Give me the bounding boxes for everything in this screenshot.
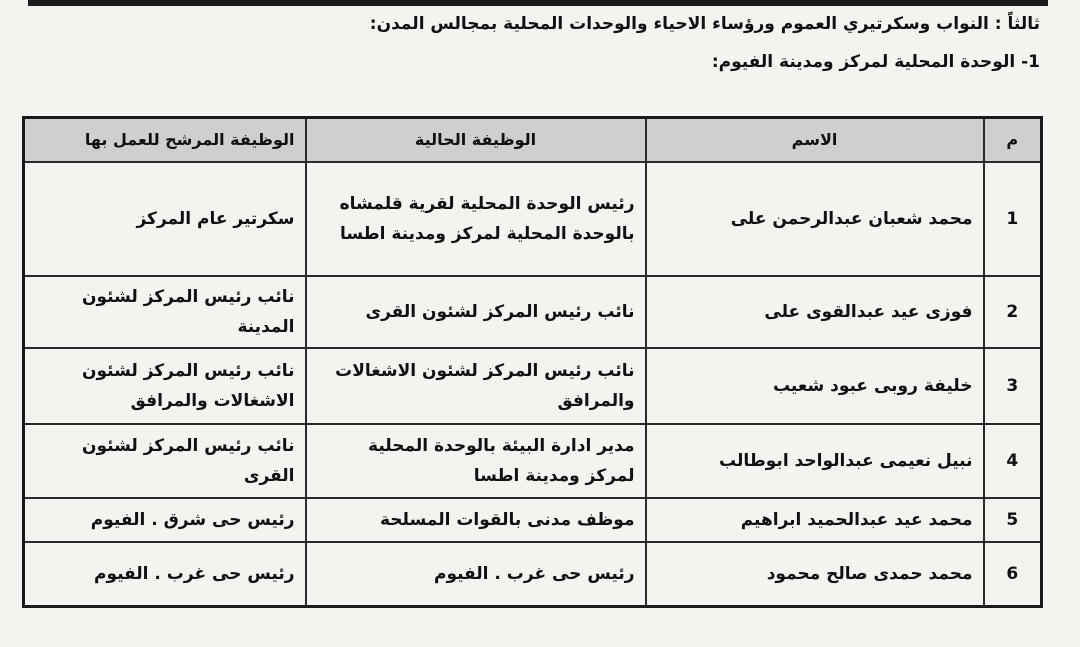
header-num: م: [984, 118, 1042, 163]
row-current-job: نائب رئيس المركز لشئون القرى: [306, 276, 646, 348]
row-current-job: نائب رئيس المركز لشئون الاشغالات والمرافق: [306, 348, 646, 424]
row-nominated-job: سكرتير عام المركز: [24, 162, 306, 276]
row-nominated-job: رئيس حى غرب . الفيوم: [24, 542, 306, 607]
row-name: محمد حمدى صالح محمود: [646, 542, 984, 607]
row-name: محمد شعبان عبدالرحمن على: [646, 162, 984, 276]
table-header-row: [24, 118, 1042, 163]
table-row: [24, 162, 1042, 276]
row-num: 2: [984, 276, 1042, 348]
top-border-rule: [28, 0, 1048, 6]
table-row: [24, 424, 1042, 498]
row-name: خليفة روبى عبود شعيب: [646, 348, 984, 424]
table-row: [24, 276, 1042, 348]
header-nominated-job: الوظيفة المرشح للعمل بها: [24, 118, 306, 163]
row-current-job: رئيس الوحدة المحلية لقرية قلمشاه بالوحدة المحلية لمركز ومدينة اطسا: [306, 162, 646, 276]
table-row: [24, 498, 1042, 542]
row-num: 1: [984, 162, 1042, 276]
row-name: فوزى عيد عبدالقوى على: [646, 276, 984, 348]
header-current-job: الوظيفة الحالية: [306, 118, 646, 163]
row-num: 6: [984, 542, 1042, 607]
section-title: ثالثاً : النواب وسكرتيري العموم ورؤساء الاحياء والوحدات المحلية بمجالس المدن:: [369, 14, 1040, 34]
row-nominated-job: رئيس حى شرق . الفيوم: [24, 498, 306, 542]
subsection-title: 1- الوحدة المحلية لمركز ومدينة الفيوم:: [711, 52, 1040, 72]
header-name: الاسم: [646, 118, 984, 163]
row-nominated-job: نائب رئيس المركز لشئون المدينة: [24, 276, 306, 348]
row-nominated-job: نائب رئيس المركز لشئون الاشغالات والمرافق: [24, 348, 306, 424]
row-current-job: رئيس حى غرب . الفيوم: [306, 542, 646, 607]
row-name: محمد عيد عبدالحميد ابراهيم: [646, 498, 984, 542]
row-current-job: مدير ادارة البيئة بالوحدة المحلية لمركز ومدينة اطسا: [306, 424, 646, 498]
row-nominated-job: نائب رئيس المركز لشئون القرى: [24, 424, 306, 498]
row-num: 3: [984, 348, 1042, 424]
candidates-table: [22, 116, 1043, 608]
row-num: 5: [984, 498, 1042, 542]
table-row: [24, 348, 1042, 424]
row-name: نبيل نعيمى عبدالواحد ابوطالب: [646, 424, 984, 498]
row-current-job: موظف مدنى بالقوات المسلحة: [306, 498, 646, 542]
table-row: [24, 542, 1042, 607]
row-num: 4: [984, 424, 1042, 498]
